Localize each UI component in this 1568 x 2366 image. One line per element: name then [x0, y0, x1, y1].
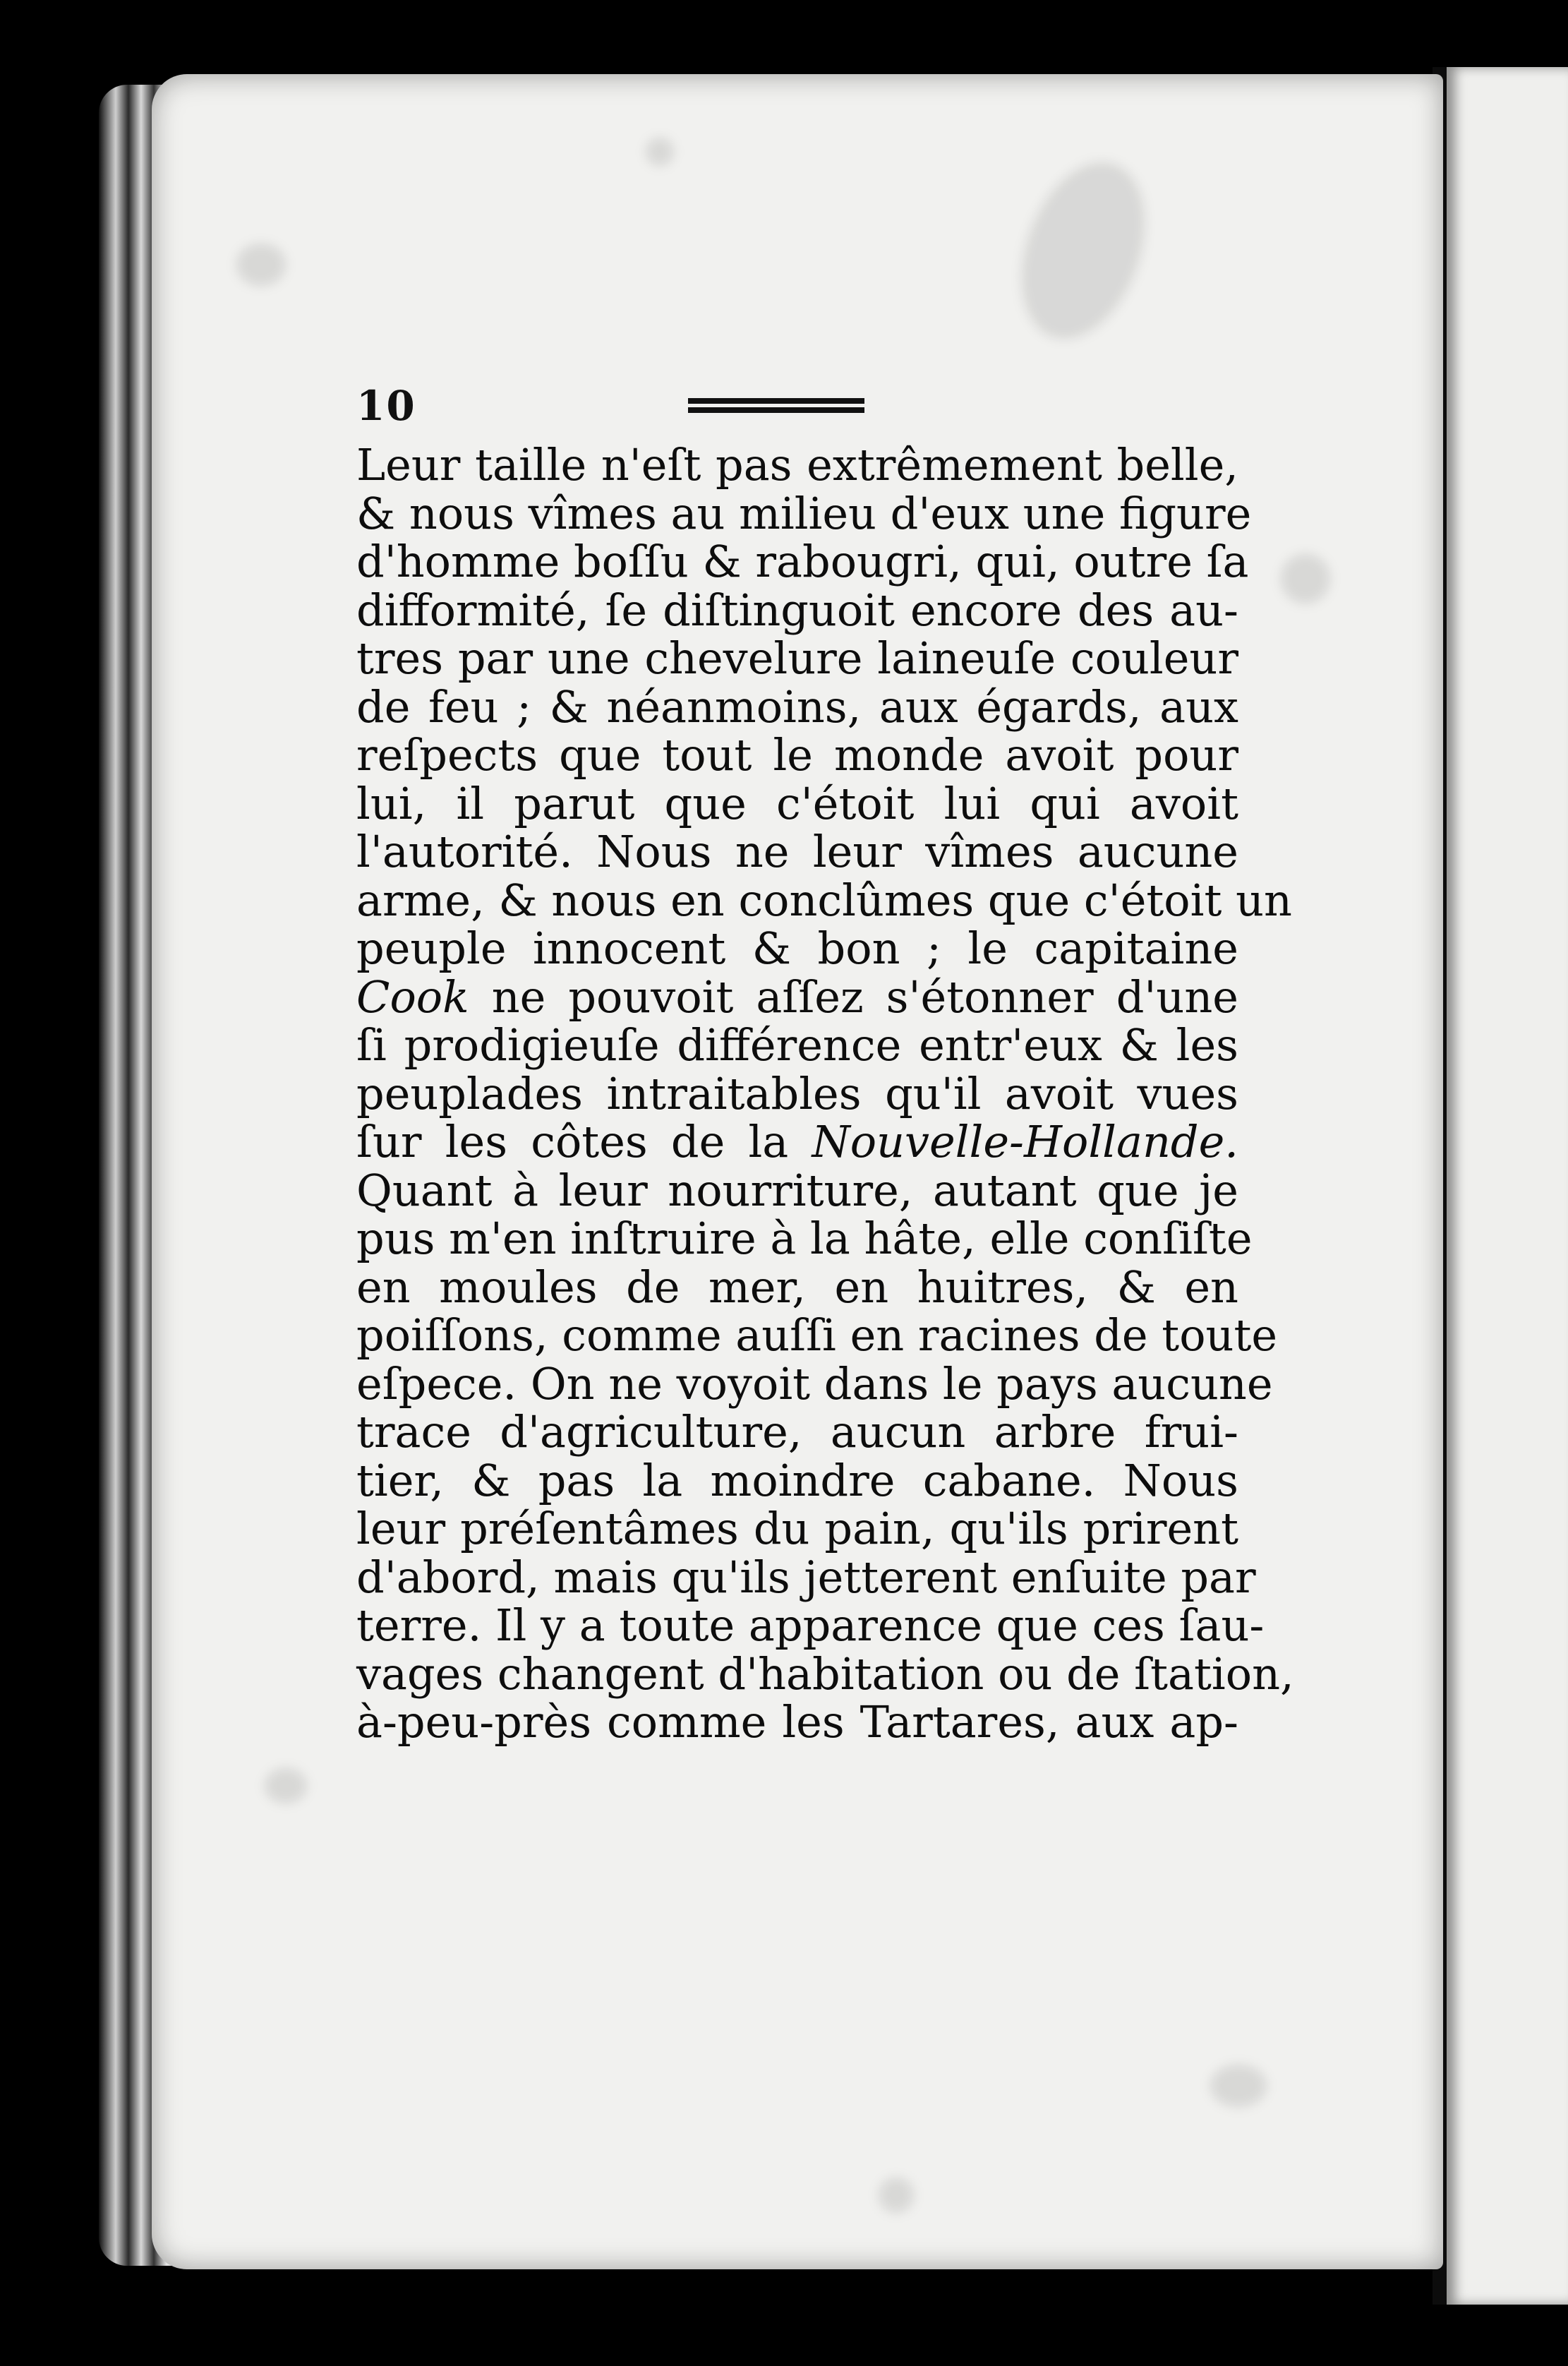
text-line: de feu ; & néanmoins, aux égards, aux	[356, 680, 1238, 733]
italic-name: Cook	[356, 971, 469, 1023]
page-number: 10	[356, 382, 416, 430]
stain	[646, 138, 674, 166]
text-run: ne pouvoit aſſez s'étonner d'une	[469, 971, 1238, 1023]
text-line: peuplades intraitables qu'il avoit vues	[356, 1067, 1238, 1119]
text-line: à-peu-près comme les Tartares, aux ap-	[356, 1696, 1238, 1748]
text-line: en moules de mer, en huitres, & en	[356, 1261, 1238, 1313]
text-line: ſi prodigieuſe différence entr'eux & les	[356, 1019, 1238, 1071]
text-line	[356, 973, 1238, 1022]
page-header	[356, 381, 1231, 431]
text-line: reſpects que tout le monde avoit pour	[356, 729, 1238, 781]
text-line: poiſſons, comme auſſi en racines de toute	[356, 1309, 1278, 1361]
text-line: eſpece. On ne voyoit dans le pays aucune	[356, 1357, 1273, 1410]
body-text	[356, 439, 1294, 1748]
text-line: trace d'agriculture, aucun arbre frui-	[356, 1406, 1238, 1458]
stain	[265, 1768, 307, 1803]
text-line: tier, & pas la moindre cabane. Nous	[356, 1454, 1238, 1506]
text-line: d'homme boſſu & rabougri, qui, outre ſa	[356, 536, 1249, 587]
text-line: & nous vîmes au milieu d'eux une figure	[356, 487, 1252, 539]
text-line: difformité, ſe diſtinguoit encore des au-	[356, 584, 1238, 636]
stain	[1281, 554, 1330, 603]
text-line: terre. Il y a toute apparence que ces ſau-	[356, 1599, 1265, 1651]
stain	[1210, 2065, 1267, 2107]
text-line: d'abord, mais qu'ils jetterent enſuite par	[356, 1551, 1256, 1603]
italic-place: Nouvelle-Hollande.	[812, 1116, 1238, 1167]
stain	[999, 145, 1167, 356]
text-run: ſur les côtes de la	[356, 1116, 812, 1167]
facing-page	[1447, 67, 1568, 2305]
stain	[236, 244, 286, 286]
stain	[879, 2178, 914, 2213]
text-line: lui, il parut que c'étoit lui qui avoit	[356, 777, 1238, 829]
text-line: Quant à leur nourriture, autant que je	[356, 1164, 1238, 1216]
text-line: vages changent d'habitation ou de ſtation,	[356, 1647, 1294, 1700]
text-line: arme, & nous en conclûmes que c'étoit un	[356, 874, 1292, 926]
text-line: Leur taille n'eſt pas extrêmement belle,	[356, 439, 1238, 491]
text-line: pus m'en inſtruire à la hâte, elle conſiſte	[356, 1213, 1253, 1264]
text-line	[356, 1118, 1238, 1167]
text-line: peuple innocent & bon ; le capitaine	[356, 923, 1238, 974]
text-line: leur préſentâmes du pain, qu'ils prirent	[356, 1503, 1238, 1554]
text-line: tres par une chevelure laineuſe couleur	[356, 632, 1238, 684]
text-line: l'autorité. Nous ne leur vîmes aucune	[356, 826, 1238, 877]
header-rule	[688, 398, 864, 419]
